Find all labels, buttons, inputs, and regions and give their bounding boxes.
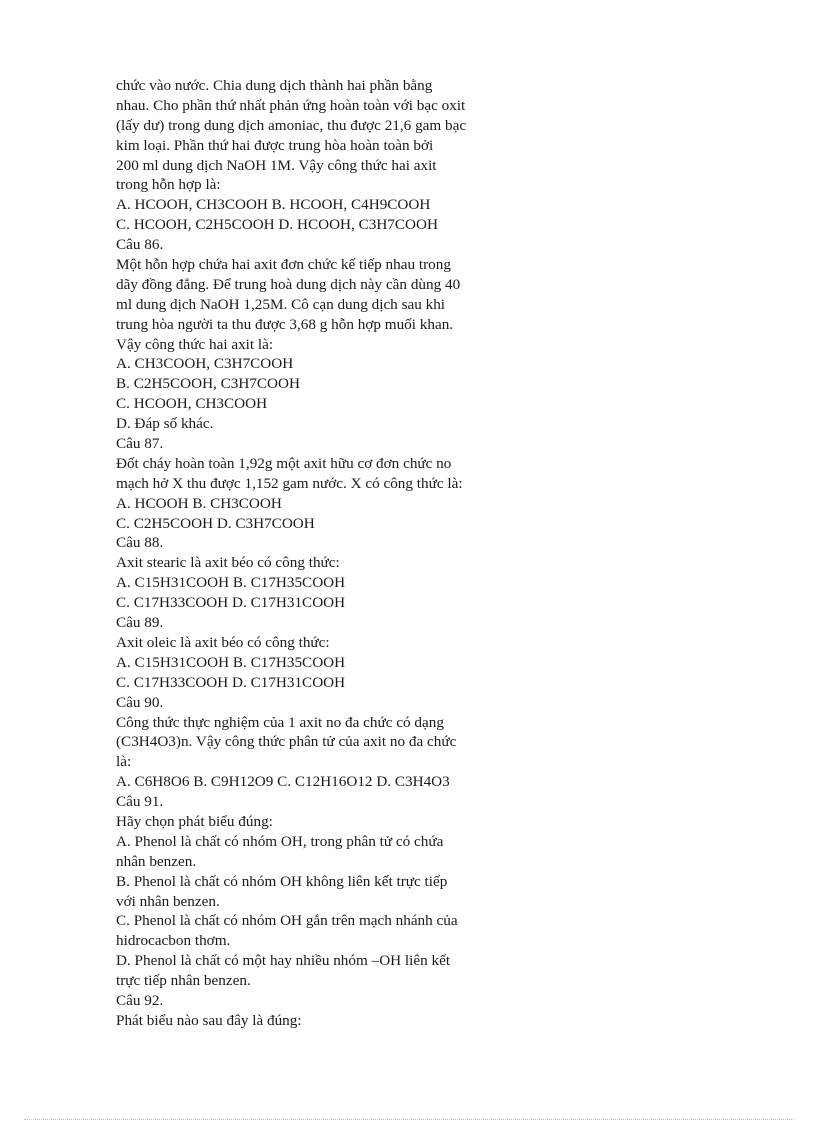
text-line: hidrocacbon thơm. bbox=[116, 932, 231, 950]
text-line: A. C15H31COOH B. C17H35COOH bbox=[116, 653, 346, 671]
text-line: C. C17H33COOH D. C17H31COOH bbox=[116, 673, 346, 691]
text-line: A. Phenol là chất có nhóm OH, trong phân tử có chứa bbox=[116, 832, 444, 850]
text-line: C. Phenol là chất có nhóm OH gắn trên mạch nhánh của bbox=[116, 912, 458, 930]
text-line: kim loại. Phần thứ hai được trung hòa hoàn toàn bởi bbox=[116, 136, 434, 154]
text-line: chức vào nước. Chia dung dịch thành hai phần bằng bbox=[116, 77, 433, 94]
text-line: Hãy chọn phát biểu đúng: bbox=[116, 812, 273, 830]
text-line: D. Đáp số khác. bbox=[116, 415, 214, 433]
text-line: nhau. Cho phần thứ nhất phản ứng hoàn toàn với bạc oxit bbox=[116, 96, 466, 114]
text-line: trực tiếp nhân benzen. bbox=[116, 972, 251, 990]
text-line: Câu 90. bbox=[116, 693, 164, 711]
text-line: Câu 86. bbox=[116, 236, 164, 254]
text-line: A. HCOOH B. CH3COOH bbox=[116, 494, 282, 512]
text-line: mạch hở X thu được 1,152 gam nước. X có công thức là: bbox=[116, 474, 463, 492]
text-line: 200 ml dung dịch NaOH 1M. Vậy công thức hai axit bbox=[116, 156, 437, 174]
text-line: Câu 88. bbox=[116, 534, 164, 552]
text-line: nhân benzen. bbox=[116, 852, 197, 870]
text-line: trung hòa người ta thu được 3,68 g hỗn hợp muối khan. bbox=[116, 315, 454, 333]
text-line: D. Phenol là chất có một hay nhiều nhóm –OH liên kết bbox=[116, 952, 451, 970]
page-bottom-rule bbox=[24, 1119, 794, 1120]
text-line: A. C6H8O6 B. C9H12O9 C. C12H16O12 D. C3H4O3 bbox=[116, 773, 450, 791]
text-line: Phát biểu nào sau đây là đúng: bbox=[116, 1011, 302, 1029]
text-line: C. C17H33COOH D. C17H31COOH bbox=[116, 594, 346, 612]
text-line: C. HCOOH, CH3COOH bbox=[116, 395, 268, 413]
text-line: Công thức thực nghiệm của 1 axit no đa chức có dạng bbox=[116, 713, 444, 731]
text-line: B. C2H5COOH, C3H7COOH bbox=[116, 375, 300, 393]
document-body bbox=[116, 76, 536, 1031]
text-line: Axit stearic là axit béo có công thức: bbox=[116, 554, 340, 572]
text-line: Câu 91. bbox=[116, 793, 164, 811]
text-line: dãy đồng đẳng. Để trung hoà dung dịch này cần dùng 40 bbox=[116, 275, 461, 293]
text-line: Câu 89. bbox=[116, 614, 164, 632]
text-line: Câu 87. bbox=[116, 435, 164, 453]
text-line: với nhân benzen. bbox=[116, 892, 220, 910]
text-line: (C3H4O3)n. Vậy công thức phân tử của axit no đa chức bbox=[116, 733, 457, 751]
text-line: Vậy công thức hai axit là: bbox=[116, 335, 274, 353]
text-line: Câu 92. bbox=[116, 991, 164, 1009]
text-line: là: bbox=[116, 753, 132, 771]
text-line: B. Phenol là chất có nhóm OH không liên kết trực tiếp bbox=[116, 872, 448, 890]
text-line: ml dung dịch NaOH 1,25M. Cô cạn dung dịch sau khi bbox=[116, 295, 446, 313]
text-line: A. HCOOH, CH3COOH B. HCOOH, C4H9COOH bbox=[116, 196, 431, 214]
text-line: Đốt cháy hoàn toàn 1,92g một axit hữu cơ đơn chức no bbox=[116, 454, 452, 472]
text-line: A. CH3COOH, C3H7COOH bbox=[116, 355, 294, 373]
text-line: C. HCOOH, C2H5COOH D. HCOOH, C3H7COOH bbox=[116, 216, 438, 234]
text-line: Axit oleic là axit béo có công thức: bbox=[116, 633, 330, 651]
text-line: trong hỗn hợp là: bbox=[116, 176, 221, 194]
text-line: C. C2H5COOH D. C3H7COOH bbox=[116, 514, 315, 532]
text-line: A. C15H31COOH B. C17H35COOH bbox=[116, 574, 346, 592]
text-line: Một hỗn hợp chứa hai axit đơn chức kế tiếp nhau trong bbox=[116, 256, 451, 274]
text-line: (lấy dư) trong dung dịch amoniac, thu được 21,6 gam bạc bbox=[116, 116, 467, 134]
